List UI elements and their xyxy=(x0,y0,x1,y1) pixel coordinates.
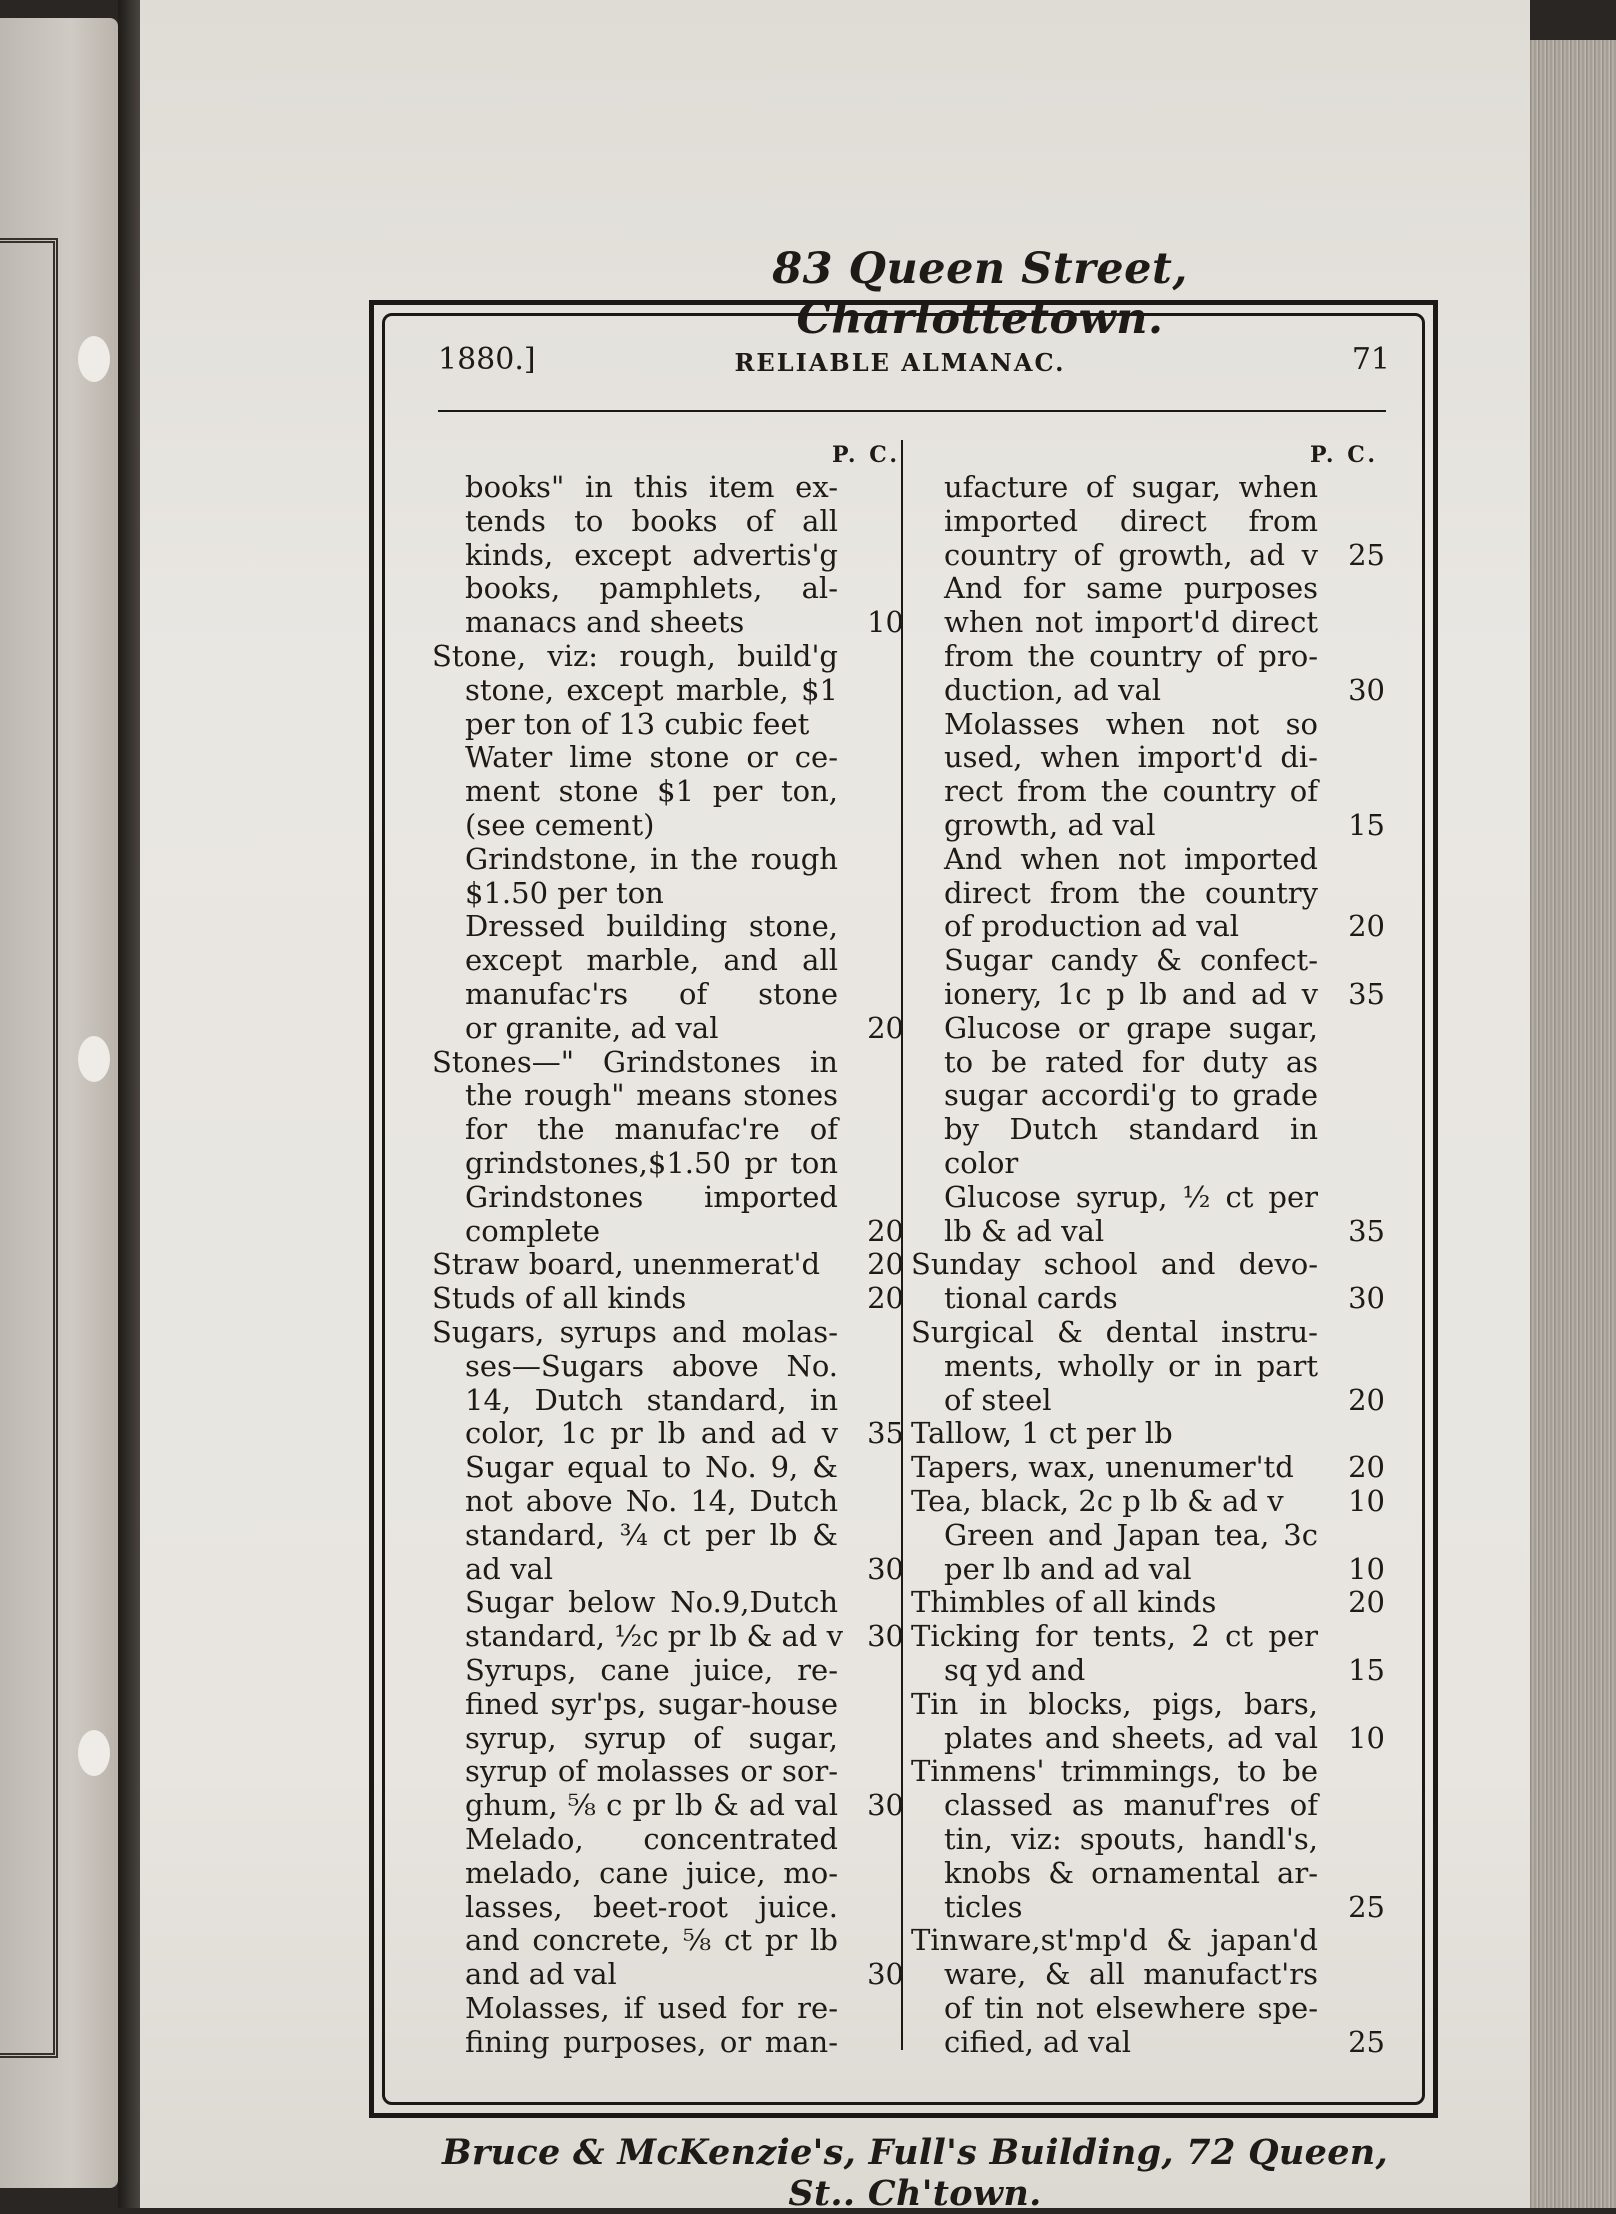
text-line: plates and sheets, ad val xyxy=(944,1720,1318,1755)
text-line: fining purposes, or man- xyxy=(465,2024,838,2059)
duty-rate: 25 xyxy=(1348,537,1385,572)
text-line: Ticking for tents, 2 ct per xyxy=(911,1619,1318,1654)
text-line: ghum, ⅝ c pr lb & ad val xyxy=(465,1788,838,1823)
text-line: sugar accordi'g to grade xyxy=(944,1078,1318,1113)
text-line: ticles xyxy=(944,1889,1023,1924)
text-line: manufac'rs of stone xyxy=(465,977,838,1011)
text-line: sq yd and xyxy=(944,1653,1086,1687)
text-line: direct from the country xyxy=(944,875,1318,910)
duty-rate: 30 xyxy=(867,1551,904,1586)
header-rule xyxy=(438,410,1386,412)
text-line: Stones—" Grindstones in xyxy=(432,1044,838,1079)
binding-hole xyxy=(78,1730,110,1776)
text-line: ad val xyxy=(465,1551,554,1586)
text-line: grindstones,$1.50 pr ton xyxy=(465,1146,838,1180)
text-line: And for same purposes xyxy=(944,571,1318,606)
text-line: rect from the country of xyxy=(944,774,1318,809)
text-line: Straw board, unenmerat'd xyxy=(432,1247,821,1282)
text-line: Stone, viz: rough, build'g xyxy=(432,639,838,673)
duty-rate: 10 xyxy=(867,605,904,640)
text-line: Sunday school and devo- xyxy=(911,1247,1318,1282)
text-line: Studs of all kinds xyxy=(432,1281,687,1316)
text-line: Sugar candy & confect- xyxy=(944,943,1318,978)
text-line: Glucose syrup, ½ ct per xyxy=(944,1179,1318,1214)
text-line: per lb and ad val xyxy=(944,1551,1192,1586)
text-line: Tapers, wax, unenumer'td xyxy=(911,1450,1294,1485)
text-line: Molasses, if used for re- xyxy=(465,1991,838,2025)
text-line: Sugars, syrups and molas- xyxy=(432,1315,838,1349)
text-line: and ad val xyxy=(465,1957,617,1992)
text-line: country of growth, ad v xyxy=(944,537,1318,572)
text-line: Dressed building stone, xyxy=(465,909,838,944)
text-line: manacs and sheets xyxy=(465,605,745,640)
binding-hole xyxy=(78,336,110,382)
duty-rate: 20 xyxy=(867,1247,904,1282)
duty-rate: 30 xyxy=(1348,672,1385,707)
text-line: Tea, black, 2c p lb & ad v xyxy=(911,1484,1284,1518)
text-line: kinds, except advertis'g xyxy=(465,537,838,572)
text-line: ionery, 1c p lb and ad v xyxy=(944,977,1318,1011)
text-line: Surgical & dental instru- xyxy=(911,1315,1318,1349)
duty-rate: 20 xyxy=(1348,1382,1385,1417)
text-line: used, when import'd di- xyxy=(944,740,1318,775)
duty-rate: 35 xyxy=(1348,977,1385,1011)
text-line: Grindstone, in the rough xyxy=(465,841,838,876)
text-line: duction, ad val xyxy=(944,672,1162,707)
duty-rate: 20 xyxy=(867,1281,904,1316)
text-line: complete xyxy=(465,1213,601,1248)
text-line: lb & ad val xyxy=(944,1213,1105,1248)
header-address: 83 Queen Street, Charlottetown. xyxy=(772,244,1188,344)
text-line: to be rated for duty as xyxy=(944,1044,1318,1079)
text-line: Green and Japan tea, 3c xyxy=(944,1517,1318,1552)
text-line: per ton of 13 cubic feet xyxy=(465,706,810,741)
text-line: melado, cane juice, mo- xyxy=(465,1855,838,1890)
text-line: standard, ½c pr lb & ad v xyxy=(465,1619,843,1654)
text-line: Sugar equal to No. 9, & xyxy=(465,1450,838,1485)
text-line: fined syr'ps, sugar-house xyxy=(465,1686,838,1721)
rate-column-label: P. C. xyxy=(1310,442,1379,468)
binding-hole xyxy=(78,1036,110,1082)
text-line: $1.50 per ton xyxy=(465,875,664,910)
text-line: Water lime stone or ce- xyxy=(465,740,838,775)
text-line: knobs & ornamental ar- xyxy=(944,1855,1318,1890)
duty-rate: 25 xyxy=(1348,1889,1385,1924)
text-line: Sugar below No.9,Dutch xyxy=(465,1585,838,1620)
text-line: by Dutch standard in xyxy=(944,1112,1318,1147)
running-head-year: 1880.] xyxy=(438,342,536,377)
text-line: of steel xyxy=(944,1382,1052,1417)
page-stack-edge xyxy=(1530,40,1616,2208)
text-line: ses—Sugars above No. xyxy=(465,1348,838,1383)
text-line: cified, ad val xyxy=(944,2024,1132,2059)
text-line: when not import'd direct xyxy=(944,605,1318,640)
duty-rate: 10 xyxy=(1348,1720,1385,1755)
running-head-title: RELIABLE ALMANAC. xyxy=(734,348,1066,377)
text-line: color, 1c pr lb and ad v xyxy=(465,1416,838,1451)
duty-rate: 20 xyxy=(867,1213,904,1248)
text-line: Molasses when not so xyxy=(944,706,1318,741)
text-line: 14, Dutch standard, in xyxy=(465,1382,838,1417)
duty-rate: 30 xyxy=(1348,1281,1385,1316)
text-line: imported direct from xyxy=(944,503,1318,538)
text-line: tional cards xyxy=(944,1281,1118,1316)
text-line: or granite, ad val xyxy=(465,1010,719,1045)
text-line: Tallow, 1 ct per lb xyxy=(911,1416,1173,1451)
duty-rate: 20 xyxy=(1348,909,1385,944)
text-line: Glucose or grape sugar, xyxy=(944,1010,1318,1045)
duty-rate: 30 xyxy=(867,1788,904,1823)
text-line: stone, except marble, $1 xyxy=(465,672,838,707)
duty-rate: 15 xyxy=(1348,1653,1385,1687)
text-line: books" in this item ex- xyxy=(465,470,838,504)
text-line: ufacture of sugar, when xyxy=(944,470,1318,504)
text-line: Syrups, cane juice, re- xyxy=(465,1653,838,1687)
rate-column-label: P. C. xyxy=(832,442,901,468)
duty-rate: 10 xyxy=(1348,1551,1385,1586)
duty-rate: 20 xyxy=(1348,1585,1385,1620)
text-line: books, pamphlets, al- xyxy=(465,571,838,606)
duty-rate: 25 xyxy=(1348,2024,1385,2059)
duty-rate: 35 xyxy=(867,1416,904,1451)
text-line: Thimbles of all kinds xyxy=(911,1585,1217,1620)
text-line: tends to books of all xyxy=(465,503,838,538)
text-line: the rough" means stones xyxy=(465,1078,838,1113)
text-line: Tinware,st'mp'd & japan'd xyxy=(911,1923,1318,1958)
text-line: growth, ad val xyxy=(944,808,1156,842)
duty-rate: 20 xyxy=(867,1010,904,1045)
text-line: Tin in blocks, pigs, bars, xyxy=(911,1686,1318,1721)
duty-rate: 15 xyxy=(1348,808,1385,842)
text-line: classed as manuf'res of xyxy=(944,1788,1318,1823)
text-line: of tin not elsewhere spe- xyxy=(944,1991,1318,2025)
text-line: except marble, and all xyxy=(465,943,838,978)
text-line: Melado, concentrated xyxy=(465,1822,838,1856)
facing-page-frame xyxy=(0,238,58,2058)
footer-imprint: Bruce & McKenzie's, Full's Building, 72 Queen, St.. Ch'town. xyxy=(441,2132,1389,2214)
text-line: syrup, syrup of sugar, xyxy=(465,1720,838,1755)
text-line: ment stone $1 per ton, xyxy=(465,774,838,809)
text-line: for the manufac're of xyxy=(465,1112,838,1147)
text-line: standard, ¾ ct per lb & xyxy=(465,1517,838,1552)
text-line: from the country of pro- xyxy=(944,639,1318,673)
text-line: not above No. 14, Dutch xyxy=(465,1484,838,1518)
text-line: color xyxy=(944,1146,1019,1180)
text-line: Tinmens' trimmings, to be xyxy=(911,1754,1318,1789)
text-line: and concrete, ⅝ ct pr lb xyxy=(465,1923,838,1958)
text-line: (see cement) xyxy=(465,808,655,842)
text-line: ware, & all manufact'rs xyxy=(944,1957,1318,1992)
text-line: And when not imported xyxy=(944,841,1318,876)
text-line: ments, wholly or in part xyxy=(944,1348,1318,1383)
duty-rate: 35 xyxy=(1348,1213,1385,1248)
text-line: syrup of molasses or sor- xyxy=(465,1754,838,1789)
text-line: tin, viz: spouts, handl's, xyxy=(944,1822,1318,1856)
book-gutter xyxy=(118,0,140,2208)
duty-rate: 30 xyxy=(867,1957,904,1992)
duty-rate: 30 xyxy=(867,1619,904,1654)
text-line: Grindstones imported xyxy=(465,1179,838,1214)
duty-rate: 10 xyxy=(1348,1484,1385,1518)
page-number: 71 xyxy=(1351,342,1390,377)
duty-rate: 20 xyxy=(1348,1450,1385,1485)
text-line: lasses, beet-root juice. xyxy=(465,1889,838,1924)
text-line: of production ad val xyxy=(944,909,1240,944)
